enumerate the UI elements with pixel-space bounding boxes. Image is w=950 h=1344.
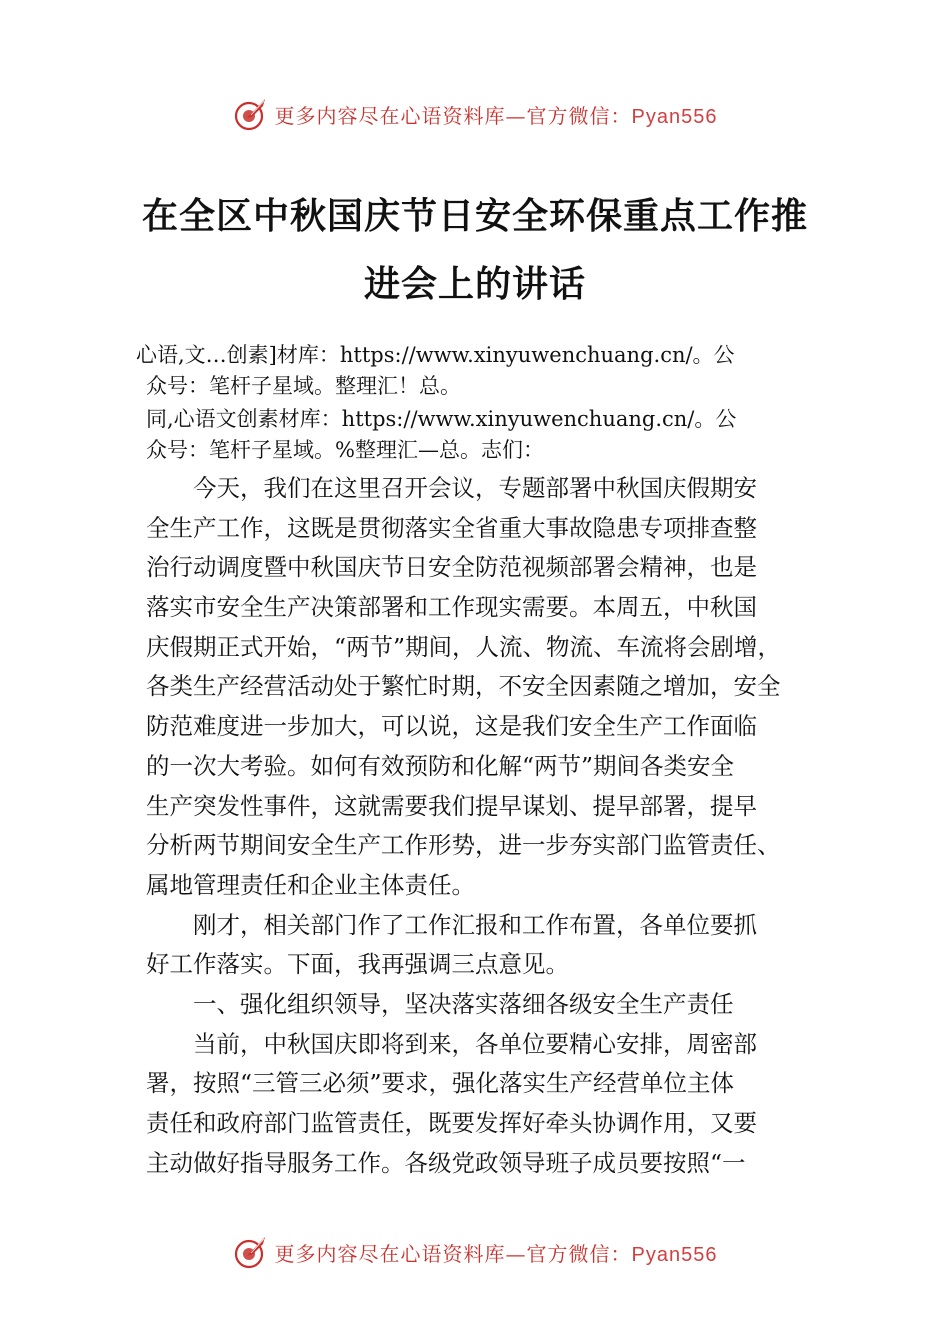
body-line: 好工作落实。下面，我再强调三点意见。 (146, 950, 569, 979)
body-line: 的一次大考验。如何有效预防和化解“两节”期间各类安全 (146, 751, 735, 780)
banner-text: 更多内容尽在心语资料库—官方微信：Pyan556 (274, 103, 718, 128)
body-line: 署，按照“三管三必须”要求，强化落实生产经营单位主体 (146, 1069, 735, 1098)
body-line: 今天，我们在这里召开会议，专题部署中秋国庆假期安 (146, 474, 757, 502)
document-body (146, 469, 826, 1183)
body-line: 落实市安全生产决策部署和工作现实需要。本周五，中秋国 (146, 593, 757, 622)
header-banner (0, 92, 950, 136)
body-line: 生产突发性事件，这就需要我们提早谋划、提早部署，提早 (146, 791, 757, 820)
section-heading: 一、强化组织领导，坚决落实落细各级安全生产责任 (146, 989, 734, 1018)
document-title-line-1: 在全区中秋国庆节日安全环保重点工作推 (141, 196, 808, 237)
body-line: 当前，中秋国庆即将到来，各单位要精心安排，周密部 (146, 1029, 757, 1058)
wechat-id: Pyan556 (631, 105, 718, 128)
body-line: 各类生产经营活动处于繁忙时期，不安全因素随之增加，安全 (146, 672, 781, 701)
meta-line: 心语,文…创素]材库：https://www.xinyuwenchuang.cn/。公 (136, 343, 735, 367)
body-line: 治行动调度暨中秋国庆节日安全防范视频部署会精神，也是 (146, 553, 757, 582)
banner-text: 更多内容尽在心语资料库—官方微信：Pyan556 (274, 1241, 718, 1266)
quill-logo-icon (233, 96, 269, 132)
meta-line: 同,心语文创素材库：https://www.xinyuwenchuang.cn/。公 (146, 407, 737, 431)
body-line: 刚才，相关部门作了工作汇报和工作布置，各单位要抓 (146, 910, 757, 939)
body-line: 庆假期正式开始，“两节”期间，人流、物流、车流将会剧增， (146, 632, 782, 661)
quill-logo-icon (233, 1234, 269, 1270)
body-line: 防范难度进一步加大，可以说，这是我们安全生产工作面临 (146, 712, 757, 741)
meta-line: 众号：笔杆子星域。%整理汇—总。志们： (146, 438, 544, 462)
body-line: 分析两节期间安全生产工作形势，进一步夯实部门监管责任、 (146, 831, 781, 860)
footer-banner (0, 1230, 950, 1274)
document-title-line-2: 进会上的讲话 (363, 264, 586, 305)
meta-line: 众号：笔杆子星域。整理汇！总。 (146, 374, 461, 398)
wechat-id: Pyan556 (631, 1243, 718, 1266)
body-line: 责任和政府部门监管责任，既要发挥好牵头协调作用，又要 (146, 1109, 757, 1137)
body-line: 主动做好指导服务工作。各级党政领导班子成员要按照“一 (146, 1148, 746, 1177)
body-line: 全生产工作，这既是贯彻落实全省重大事故隐患专项排查整 (146, 513, 757, 542)
body-line: 属地管理责任和企业主体责任。 (146, 870, 475, 899)
